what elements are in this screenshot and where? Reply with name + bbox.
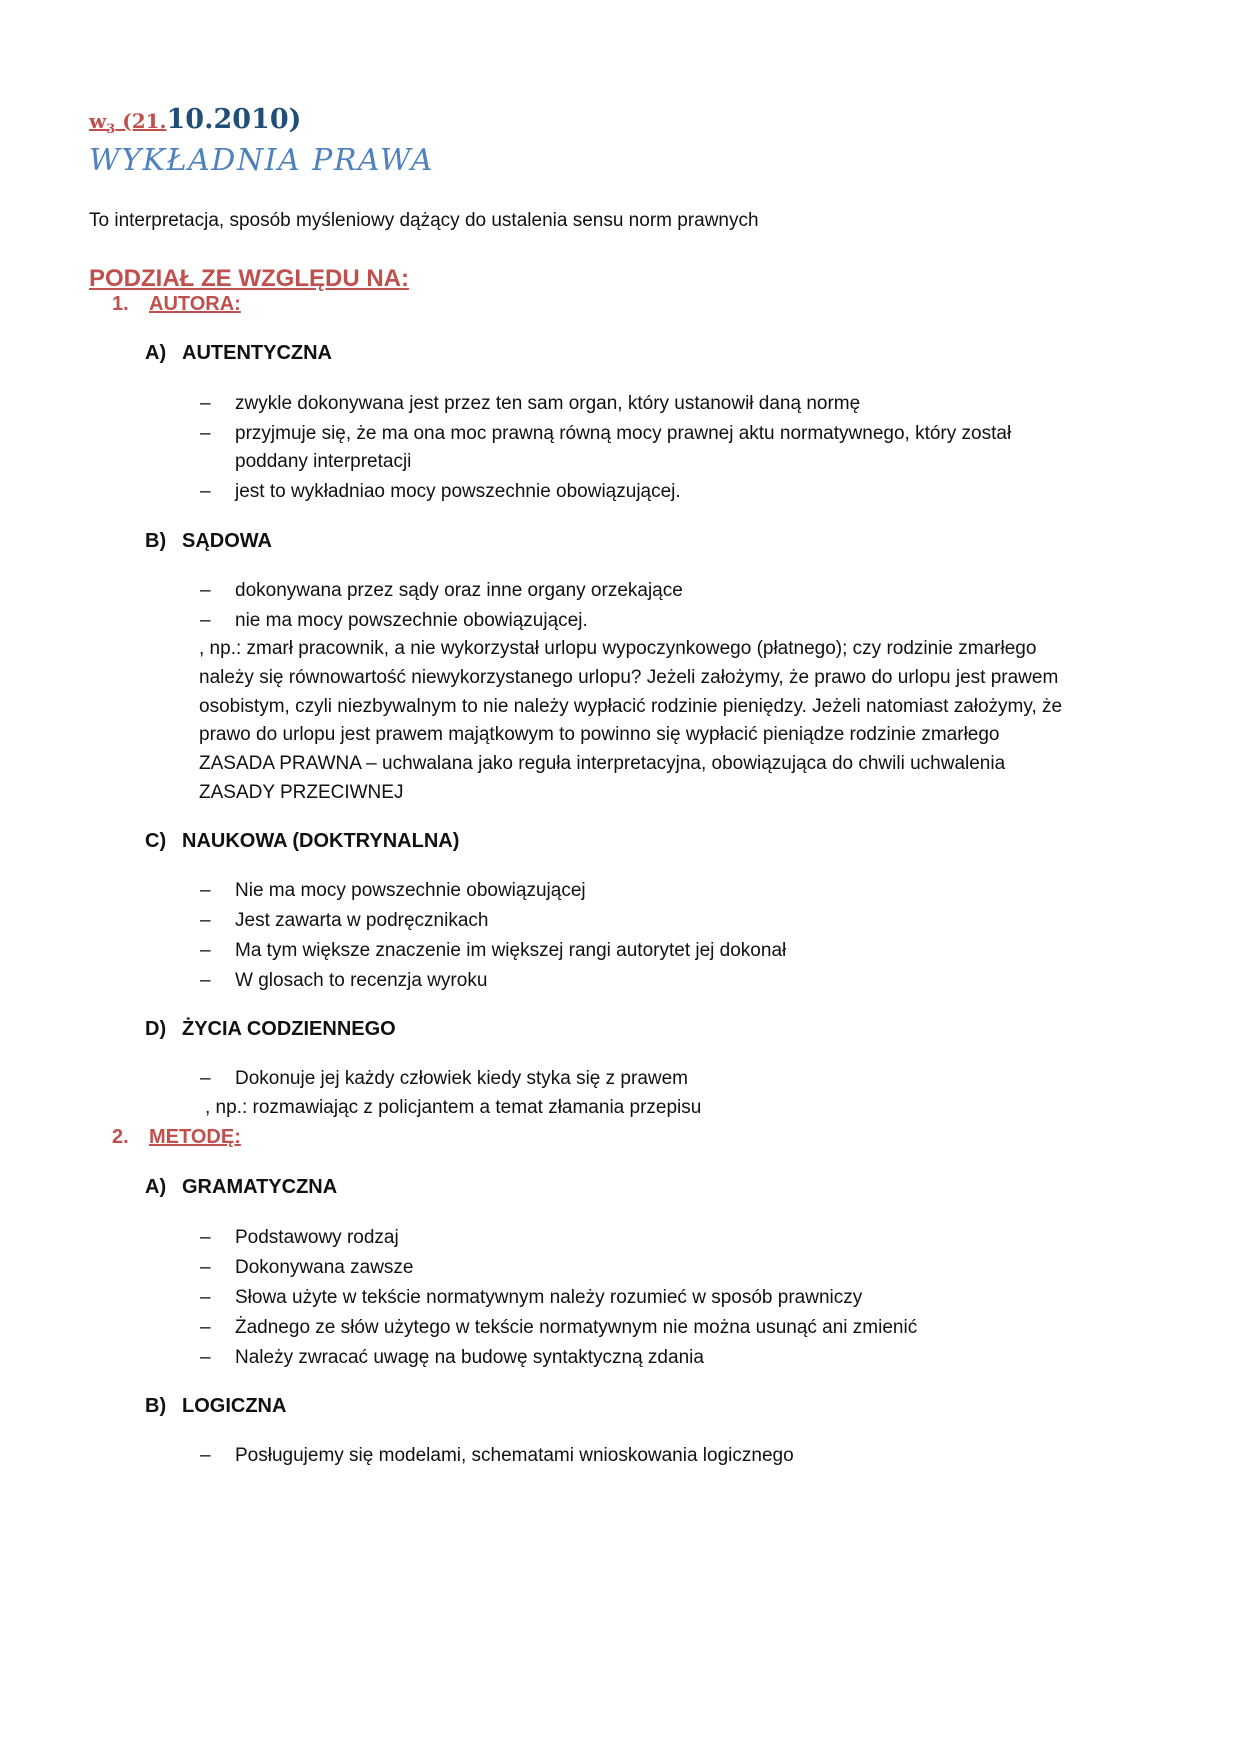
dash-icon: – [200,880,211,901]
dash-icon: – [200,1227,211,1248]
list-item-text: zwykle dokonywana jest przez ten sam organ, który ustanowił daną normę [235,393,861,414]
list-item-text: Ma tym większe znaczenie im większej rangi autorytet jej dokonał [235,940,787,961]
list-item-text: Dokonuje jej każdy człowiek kiedy styka się z prawem [235,1068,689,1089]
example-note: osobistym, czyli niezbywalnym to nie należy wypłacić rodzinie pieniędzy. Jeżeli natomiast założymy, że [199,696,1063,717]
list-item-text: Należy zwracać uwagę na budowę syntaktyczną zdania [235,1347,704,1368]
dash-icon: – [200,1317,211,1338]
subsection-label: SĄDOWA [182,530,272,552]
dash-icon: – [200,1257,211,1278]
dash-icon: – [200,970,211,991]
dash-icon: – [200,910,211,931]
subsection-letter: D) [145,1018,167,1040]
date-blue-part: 10.2010) [166,104,302,135]
subsection-letter: B) [145,1395,167,1417]
example-note: ZASADA PRAWNA – uchwalana jako reguła interpretacyjna, obowiązująca do chwili uchwalenia [199,753,1006,774]
dash-icon: – [200,393,211,414]
dash-icon: – [200,580,211,601]
example-note: , np.: zmarł pracownik, a nie wykorzystał urlopu wypoczynkowego (płatnego); czy rodzinie zmarłego [199,638,1037,659]
list-item-text: Podstawowy rodzaj [235,1227,399,1248]
date-prefix: w [89,109,107,133]
subsection-letter: A) [145,1176,167,1198]
list-item-text: przyjmuje się, że ma ona moc prawną równą mocy prawnej aktu normatywnego, który został [235,423,1012,444]
dash-icon: – [200,481,211,502]
dash-icon: – [200,1445,211,1466]
dash-icon: – [200,1287,211,1308]
dash-icon: – [200,423,211,444]
dash-icon: – [200,1347,211,1368]
list-item-text: Słowa użyte w tekście normatywnym należy rozumieć w sposób prawniczy [235,1287,863,1308]
main-heading: PODZIAŁ ZE WZGLĘDU NA: [89,265,409,292]
subsection-label: GRAMATYCZNA [182,1176,338,1198]
date-red-part: (21. [115,109,167,133]
list-item-text: Jest zawarta w podręcznikach [235,910,489,931]
list-item-text: W glosach to recenzja wyroku [235,970,488,991]
list-item-text: Dokonywana zawsze [235,1257,414,1278]
subsection-letter: C) [145,830,167,852]
subsection-label: AUTENTYCZNA [182,342,332,364]
date-sub: 3 [106,122,116,137]
intro-text: To interpretacja, sposób myśleniowy dążący do ustalenia sensu norm prawnych [89,210,759,231]
list-item-text: Żadnego ze słów użytego w tekście normatywnym nie można usunąć ani zmienić [235,1317,918,1338]
section-label: METODĘ: [149,1126,241,1148]
example-note: prawo do urlopu jest prawem majątkowym to powinno się wypłacić pieniądze rodzinie zmarłego [199,724,1000,745]
list-item-text: nie ma mocy powszechnie obowiązującej. [235,610,588,631]
dash-icon: – [200,610,211,631]
subsection-letter: B) [145,530,167,552]
subsection-label: NAUKOWA (DOKTRYNALNA) [182,830,460,852]
subsection-letter: A) [145,342,167,364]
section-number: 1. [112,293,129,315]
example-note: , np.: rozmawiając z policjantem a temat złamania przepisu [205,1097,702,1118]
page-title: WYKŁADNIA PRAWA [89,143,434,178]
section-label: AUTORA: [149,293,241,315]
list-item-text: Posługujemy się modelami, schematami wnioskowania logicznego [235,1445,794,1466]
subsection-label: ŻYCIA CODZIENNEGO [182,1018,396,1040]
lecture-date [89,104,301,137]
subsection-label: LOGICZNA [182,1395,287,1417]
example-note: ZASADY PRZECIWNEJ [199,782,404,803]
list-item-text: dokonywana przez sądy oraz inne organy orzekające [235,580,683,601]
dash-icon: – [200,1068,211,1089]
list-item-text: jest to wykładniao mocy powszechnie obowiązującej. [235,481,681,502]
section-number: 2. [112,1126,129,1148]
list-item-continuation: poddany interpretacji [235,451,412,472]
example-note: należy się równowartość niewykorzystanego urlopu? Jeżeli założymy, że prawo do urlopu jest prawem [199,667,1059,688]
list-item-text: Nie ma mocy powszechnie obowiązującej [235,880,586,901]
dash-icon: – [200,940,211,961]
